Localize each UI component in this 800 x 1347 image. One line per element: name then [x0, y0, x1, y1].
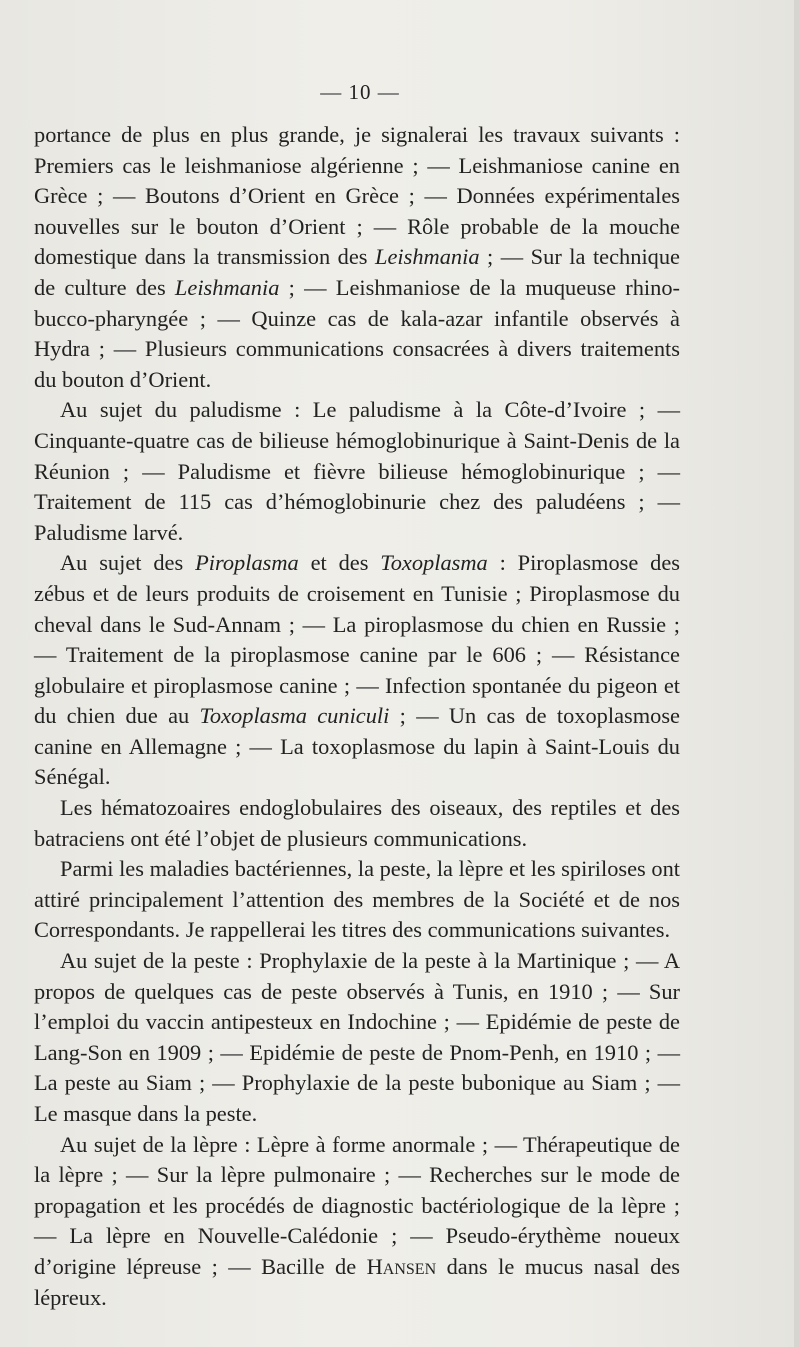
page-number: — 10 — — [320, 80, 400, 104]
text-run: et des — [298, 550, 381, 576]
small-caps-name: Hansen — [366, 1253, 437, 1279]
paragraph — [34, 1130, 680, 1314]
text-run: Au sujet des — [60, 550, 196, 576]
text-run: Au sujet de la peste : Prophylaxie de la peste à la Martinique ; — A propos de quelques cas de peste observés à Tunis, en 1910 ; — Sur l’emploi du vaccin antipesteux en Indochine ; — Epidémie de peste de Lang-Son en 1909 ; — Epidémie de peste de Pnom-Penh, en 1910 ; — La peste au Siam ; — Prophylaxie de la peste bubonique au Siam ; — Le masque dans la peste. — [34, 948, 680, 1126]
text-run: ; — Sur la technique de culture des — [34, 244, 680, 300]
italic-term: Toxoplasma cuniculi — [199, 703, 390, 729]
text-run: dans le mucus nasal des lépreux. — [34, 1253, 680, 1310]
paragraph — [34, 946, 680, 1130]
text-run: ; — Leishmaniose de la muqueuse rhino-bucco-pharyngée ; — Quinze cas de kala-azar infantile observés à Hydra ; — Plusieurs communications consacrées à divers traitements du bouton d’Orient. — [34, 274, 680, 392]
italic-term: Leishmania — [174, 274, 280, 300]
text-run: Les hématozoaires endoglobulaires des oiseaux, des reptiles et des batraciens ont été l’objet de plusieurs communications. — [34, 795, 680, 851]
text-run: Au sujet du paludisme : Le paludisme à la Côte-d’Ivoire ; — Cinquante-quatre cas de bilieuse hémoglobinurique à Saint-Denis de la Réunion ; — Paludisme et fièvre bilieuse hémoglobinurique ; — Traitement de 115 cas d’hémoglobinurie chez des paludéens ; — Paludisme larvé. — [34, 397, 680, 545]
paragraph — [34, 854, 680, 946]
italic-term: Piroplasma — [195, 550, 299, 576]
text-run: ; — Un cas de toxoplasmose canine en Allemagne ; — La toxoplasmose du lapin à Saint-Louis du Sénégal. — [34, 703, 680, 790]
text-run: portance de plus en plus grande, je signalerai les travaux suivants : Premiers cas le leishmaniose algérienne ; — Leishmaniose canine en Grèce ; — Boutons d’Orient en Grèce ; — Données expérimentales nouvelles sur le bouton d’Orient ; — Rôle probable de la mouche domestique dans la transmission des — [34, 122, 680, 270]
italic-term: Toxoplasma — [380, 550, 488, 576]
text-run: : Piroplasmose des zébus et de leurs produits de croisement en Tunisie ; Piroplasmose du cheval dans le Sud-Annam ; — La piroplasmose du chien en Russie ; — Traitement de la piroplasmose canine par le 606 ; — Résistance globulaire et piroplasmose canine ; — Infection spontanée du pigeon et du chien due au — [34, 550, 680, 729]
paragraph — [34, 395, 680, 548]
page-edge — [794, 0, 800, 1347]
text-run: Au sujet de la lèpre : Lèpre à forme anormale ; — Thérapeutique de la lèpre ; — Sur la lèpre pulmonaire ; — Recherches sur le mode de propagation et les procédés de diagnostic bactériologique de la lèpre ; — La lèpre en Nouvelle-Calédonie ; — Pseudo-érythème noueux d’origine lépreuse ; — Bacille de — [34, 1131, 680, 1279]
italic-term: Leishmania — [375, 244, 480, 270]
body-text — [34, 120, 680, 1313]
paragraph — [34, 548, 680, 793]
text-run: Parmi les maladies bactériennes, la peste, la lèpre et les spiriloses ont attiré principalement l’attention des membres de la Société et de nos Correspondants. Je rappellerai les titres des communications suivantes. — [34, 856, 680, 943]
paragraph — [34, 793, 680, 854]
paragraph — [34, 120, 680, 395]
